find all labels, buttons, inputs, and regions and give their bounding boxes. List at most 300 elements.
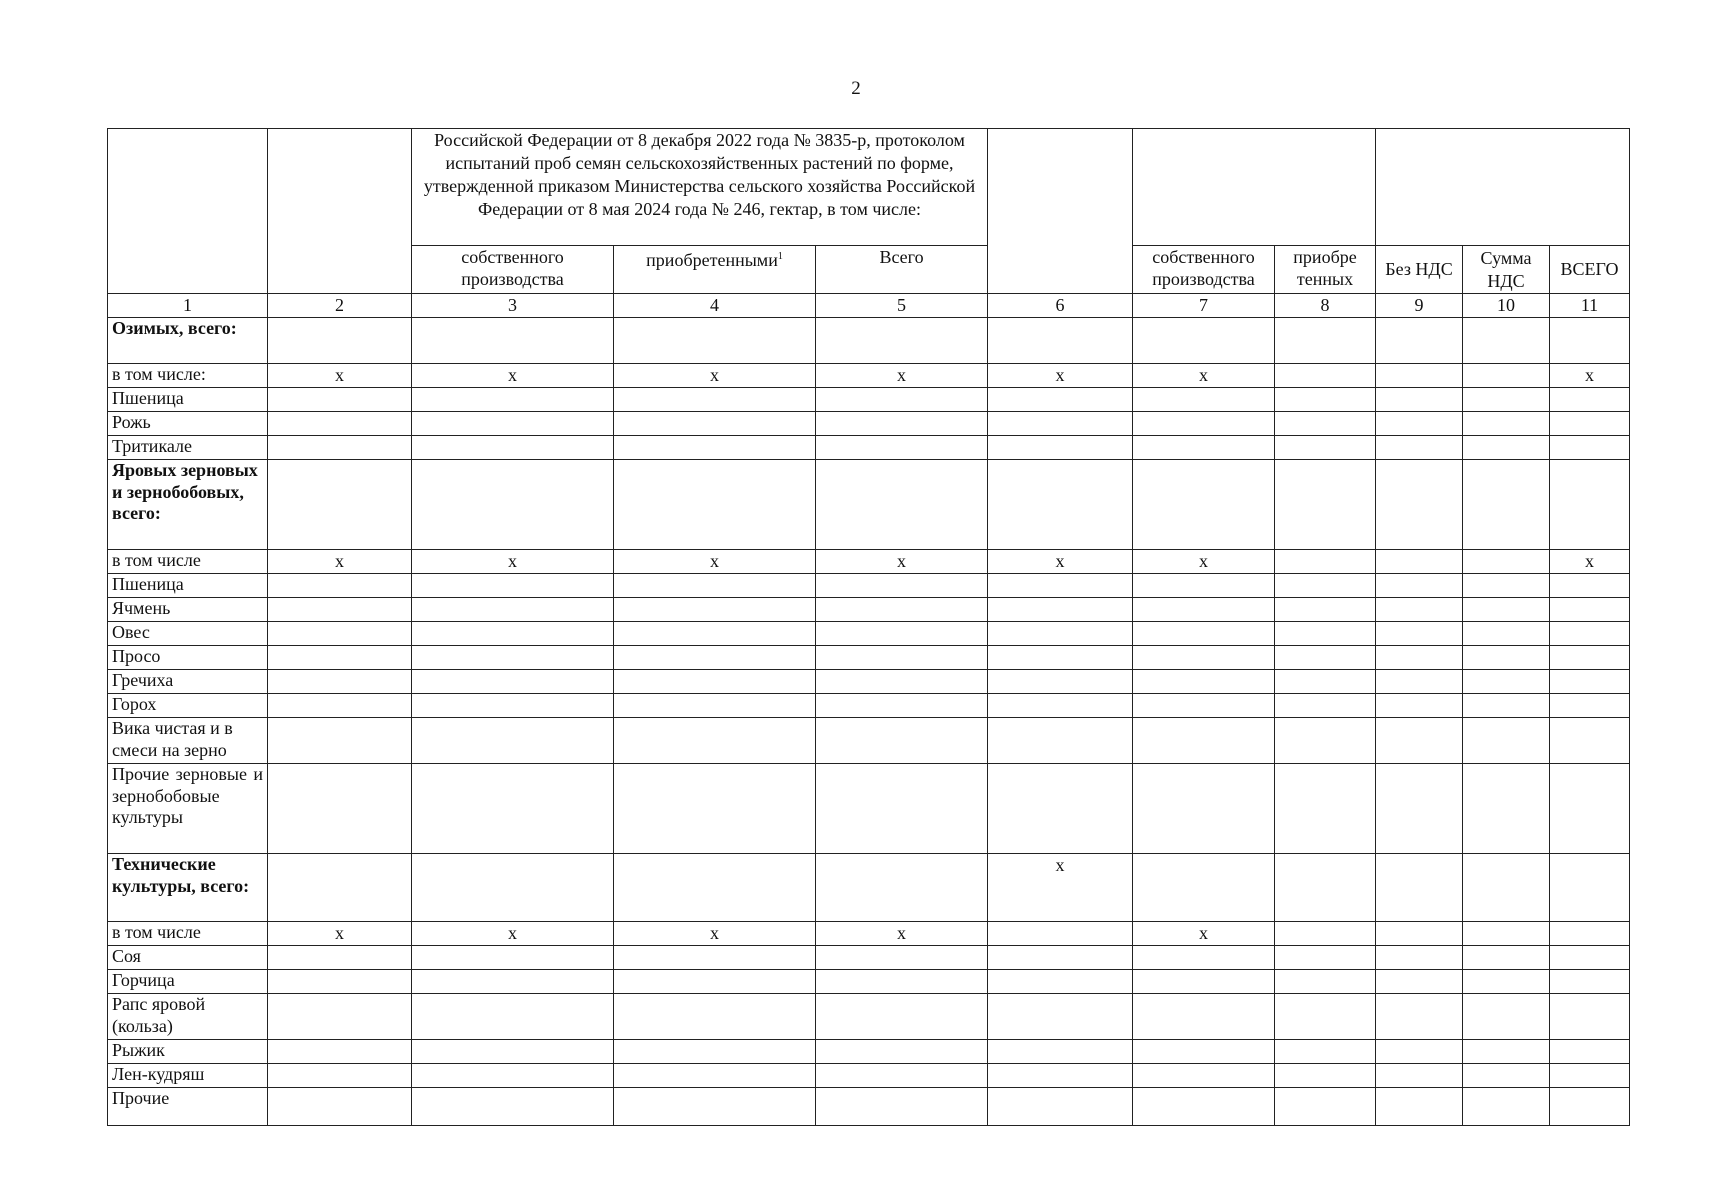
header-cell-9-11 xyxy=(1376,129,1630,246)
table-cell xyxy=(816,436,988,460)
table-cell xyxy=(614,646,816,670)
table-cell xyxy=(614,994,816,1040)
table-cell xyxy=(1275,598,1376,622)
table-cell xyxy=(988,922,1133,946)
table-cell xyxy=(1376,854,1463,922)
table-cell xyxy=(1133,622,1275,646)
row-label: Тритикале xyxy=(108,436,268,460)
table-row xyxy=(108,550,1630,574)
table-cell xyxy=(412,1040,614,1064)
header-cell-1 xyxy=(108,129,268,294)
table-cell xyxy=(1550,436,1630,460)
table-cell xyxy=(1463,598,1550,622)
table-cell xyxy=(1550,670,1630,694)
table-cell xyxy=(1275,436,1376,460)
table-cell xyxy=(1550,694,1630,718)
table-cell: x xyxy=(988,364,1133,388)
table-cell xyxy=(1275,946,1376,970)
table-cell xyxy=(1133,994,1275,1040)
table-cell xyxy=(614,854,816,922)
table-cell xyxy=(1133,598,1275,622)
table-cell xyxy=(988,1088,1133,1126)
table-cell xyxy=(816,1040,988,1064)
table-cell xyxy=(1463,854,1550,922)
table-cell xyxy=(816,670,988,694)
row-label: Соя xyxy=(108,946,268,970)
table-cell xyxy=(1463,574,1550,598)
table-cell xyxy=(816,412,988,436)
table-row xyxy=(108,364,1630,388)
table-cell xyxy=(988,412,1133,436)
table-cell xyxy=(988,388,1133,412)
row-label: Прочие зерновые и зернобобовые культуры xyxy=(108,764,268,854)
table-cell xyxy=(1275,388,1376,412)
header-purchased-2: приобре тенных xyxy=(1275,246,1376,294)
row-label: Гречиха xyxy=(108,670,268,694)
table-cell xyxy=(988,1064,1133,1088)
table-cell xyxy=(614,436,816,460)
table-cell: x xyxy=(1133,364,1275,388)
table-cell xyxy=(1275,718,1376,764)
row-label: Озимых, всего: xyxy=(108,318,268,364)
table-row xyxy=(108,970,1630,994)
table-cell xyxy=(268,318,412,364)
table-cell xyxy=(1376,550,1463,574)
table-cell xyxy=(1133,718,1275,764)
table-cell xyxy=(1463,1064,1550,1088)
table-cell xyxy=(412,318,614,364)
table-cell: x xyxy=(988,550,1133,574)
table-cell xyxy=(1550,318,1630,364)
table-cell xyxy=(1550,460,1630,550)
table-cell xyxy=(412,946,614,970)
table-cell xyxy=(614,970,816,994)
column-number: 1 xyxy=(108,294,268,318)
table-cell xyxy=(614,946,816,970)
row-label: Пшеница xyxy=(108,574,268,598)
table-cell xyxy=(1275,550,1376,574)
row-label: Рыжик xyxy=(108,1040,268,1064)
column-number: 9 xyxy=(1376,294,1463,318)
table-cell: x xyxy=(1550,550,1630,574)
header-own-production: собственного производства xyxy=(412,246,614,294)
table-cell xyxy=(1376,1040,1463,1064)
table-cell xyxy=(816,574,988,598)
page-number: 2 xyxy=(851,78,861,99)
table-cell xyxy=(614,460,816,550)
table-cell xyxy=(816,460,988,550)
table-cell: x xyxy=(268,550,412,574)
row-label: Рожь xyxy=(108,412,268,436)
table-cell xyxy=(988,718,1133,764)
table-cell xyxy=(1550,1088,1630,1126)
table-cell xyxy=(1463,412,1550,436)
table-cell xyxy=(268,622,412,646)
row-label: Технические культуры, всего: xyxy=(108,854,268,922)
row-label: Овес xyxy=(108,622,268,646)
table-cell xyxy=(412,412,614,436)
table-cell: x xyxy=(412,364,614,388)
table-cell xyxy=(988,994,1133,1040)
table-cell xyxy=(988,574,1133,598)
table-cell: x xyxy=(1133,550,1275,574)
table-row xyxy=(108,412,1630,436)
table-cell xyxy=(412,854,614,922)
row-label: Горчица xyxy=(108,970,268,994)
table-row xyxy=(108,718,1630,764)
column-number: 7 xyxy=(1133,294,1275,318)
row-label: Рапс яровой (кольза) xyxy=(108,994,268,1040)
table-cell xyxy=(1550,574,1630,598)
table-cell xyxy=(816,694,988,718)
table-cell xyxy=(1275,994,1376,1040)
table-cell xyxy=(816,318,988,364)
header-grand-total: ВСЕГО xyxy=(1550,246,1630,294)
table-cell xyxy=(1275,764,1376,854)
table-cell: x xyxy=(1133,922,1275,946)
table-cell xyxy=(412,994,614,1040)
table-cell xyxy=(988,970,1133,994)
table-cell xyxy=(1133,946,1275,970)
table-row xyxy=(108,318,1630,364)
table-cell xyxy=(1133,1088,1275,1126)
table-cell: x xyxy=(412,922,614,946)
table-cell xyxy=(1376,364,1463,388)
column-number: 11 xyxy=(1550,294,1630,318)
table-cell xyxy=(412,1088,614,1126)
table-cell xyxy=(614,574,816,598)
table-cell xyxy=(1463,970,1550,994)
row-label: в том числе xyxy=(108,550,268,574)
table-cell xyxy=(1275,1088,1376,1126)
table-cell xyxy=(412,622,614,646)
row-label: Просо xyxy=(108,646,268,670)
table-cell xyxy=(816,388,988,412)
table-cell xyxy=(412,436,614,460)
table-cell xyxy=(816,598,988,622)
table-cell xyxy=(1463,946,1550,970)
row-label: Ячмень xyxy=(108,598,268,622)
header-purchased xyxy=(614,246,816,294)
table-cell xyxy=(1275,460,1376,550)
table-cell xyxy=(1376,460,1463,550)
table-cell xyxy=(1550,388,1630,412)
table-row xyxy=(108,622,1630,646)
table-cell xyxy=(1376,694,1463,718)
data-table xyxy=(107,128,1630,1126)
table-cell xyxy=(268,388,412,412)
row-label: Вика чистая и в смеси на зерно xyxy=(108,718,268,764)
table-cell xyxy=(988,946,1133,970)
table-cell xyxy=(1133,1040,1275,1064)
row-label: в том числе: xyxy=(108,364,268,388)
table-cell xyxy=(1463,670,1550,694)
table-cell xyxy=(268,460,412,550)
table-cell xyxy=(1275,694,1376,718)
table-cell xyxy=(1376,598,1463,622)
table-cell xyxy=(1275,1064,1376,1088)
table-cell xyxy=(988,622,1133,646)
table-cell xyxy=(1463,764,1550,854)
table-cell xyxy=(412,970,614,994)
table-cell xyxy=(268,994,412,1040)
table-cell xyxy=(1133,388,1275,412)
table-cell xyxy=(988,764,1133,854)
table-cell xyxy=(1550,946,1630,970)
table-cell xyxy=(1463,718,1550,764)
table-cell xyxy=(1376,1088,1463,1126)
table-cell: x xyxy=(816,550,988,574)
table-cell xyxy=(1376,436,1463,460)
table-cell xyxy=(614,1088,816,1126)
table-cell xyxy=(1376,318,1463,364)
table-cell xyxy=(1133,1064,1275,1088)
table-cell xyxy=(816,946,988,970)
table-cell: x xyxy=(614,364,816,388)
column-number: 8 xyxy=(1275,294,1376,318)
table-row xyxy=(108,1088,1630,1126)
column-number: 10 xyxy=(1463,294,1550,318)
table-row xyxy=(108,460,1630,550)
table-cell xyxy=(816,854,988,922)
table-cell xyxy=(1550,1064,1630,1088)
table-cell xyxy=(1550,718,1630,764)
table-cell xyxy=(1133,854,1275,922)
table-cell xyxy=(1376,412,1463,436)
table-cell xyxy=(988,694,1133,718)
table-cell xyxy=(1376,388,1463,412)
table-cell xyxy=(614,412,816,436)
table-row xyxy=(108,946,1630,970)
table-cell xyxy=(1550,646,1630,670)
table-cell xyxy=(1550,622,1630,646)
table-cell xyxy=(1275,646,1376,670)
header-cell-6 xyxy=(988,129,1133,294)
table-cell xyxy=(816,764,988,854)
table-cell xyxy=(1463,622,1550,646)
table-cell xyxy=(1275,922,1376,946)
table-cell xyxy=(1463,694,1550,718)
table-cell xyxy=(1463,388,1550,412)
table-cell xyxy=(1463,1088,1550,1126)
table-cell: x xyxy=(268,364,412,388)
table-cell xyxy=(412,694,614,718)
table-row xyxy=(108,388,1630,412)
table-cell xyxy=(1133,318,1275,364)
column-number: 5 xyxy=(816,294,988,318)
header-own-production-2: собственного производства xyxy=(1133,246,1275,294)
table-cell xyxy=(412,574,614,598)
table-cell xyxy=(412,598,614,622)
table-cell: x xyxy=(1550,364,1630,388)
table-cell xyxy=(1376,718,1463,764)
table-cell xyxy=(1463,364,1550,388)
table-cell xyxy=(816,646,988,670)
table-cell xyxy=(1550,598,1630,622)
table-cell: x xyxy=(268,922,412,946)
header-cell-2 xyxy=(268,129,412,294)
table-cell xyxy=(268,670,412,694)
table-cell xyxy=(614,598,816,622)
table-cell xyxy=(268,764,412,854)
table-cell xyxy=(816,970,988,994)
table-cell xyxy=(1133,694,1275,718)
table-cell xyxy=(614,718,816,764)
table-cell xyxy=(268,718,412,764)
table-cell xyxy=(1550,970,1630,994)
table-cell xyxy=(412,718,614,764)
header-purchased-label: приобретенными xyxy=(646,250,778,270)
table-cell xyxy=(1550,764,1630,854)
table-cell xyxy=(614,694,816,718)
table-cell xyxy=(1463,646,1550,670)
table-cell xyxy=(1550,922,1630,946)
table-cell xyxy=(1376,574,1463,598)
table-cell: x xyxy=(988,854,1133,922)
table-cell xyxy=(412,460,614,550)
table-cell xyxy=(1133,574,1275,598)
table-cell: x xyxy=(614,550,816,574)
table-cell xyxy=(1376,646,1463,670)
table-cell xyxy=(988,436,1133,460)
table-cell xyxy=(1275,318,1376,364)
table-cell xyxy=(1275,854,1376,922)
table-cell xyxy=(1376,764,1463,854)
table-cell xyxy=(614,622,816,646)
table-cell xyxy=(1133,646,1275,670)
header-vat-amount: Сумма НДС xyxy=(1463,246,1550,294)
table-cell xyxy=(268,946,412,970)
table-cell xyxy=(412,646,614,670)
table-cell xyxy=(412,764,614,854)
table-cell xyxy=(1550,854,1630,922)
table-row xyxy=(108,598,1630,622)
row-label: Лен-кудряш xyxy=(108,1064,268,1088)
row-label: в том числе xyxy=(108,922,268,946)
table-cell xyxy=(1463,550,1550,574)
table-cell xyxy=(1463,994,1550,1040)
table-cell xyxy=(268,694,412,718)
table-cell xyxy=(614,670,816,694)
table-row xyxy=(108,694,1630,718)
table-row xyxy=(108,1064,1630,1088)
column-number: 6 xyxy=(988,294,1133,318)
table-cell xyxy=(1376,946,1463,970)
header-cell-7-8 xyxy=(1133,129,1376,246)
table-cell xyxy=(268,646,412,670)
table-cell xyxy=(614,1040,816,1064)
table-cell xyxy=(816,994,988,1040)
table-cell: x xyxy=(412,550,614,574)
table-cell xyxy=(614,318,816,364)
table-cell xyxy=(1376,970,1463,994)
header-description: Российской Федерации от 8 декабря 2022 года № 3835-р, протоколом испытаний проб семян сельскохозяйственных растений по форме, утвержденной приказом Министерства сельского хозяйства Российской Федерации от 8 мая 2024 года № 246, гектар, в том числе: xyxy=(412,129,988,246)
table-cell xyxy=(988,318,1133,364)
table-cell xyxy=(268,1088,412,1126)
table-cell xyxy=(988,646,1133,670)
table-cell xyxy=(1550,1040,1630,1064)
table-cell xyxy=(988,670,1133,694)
table-cell xyxy=(614,1064,816,1088)
table-cell xyxy=(988,598,1133,622)
table-cell xyxy=(1133,970,1275,994)
table-row xyxy=(108,436,1630,460)
table-cell xyxy=(1376,994,1463,1040)
table-row xyxy=(108,922,1630,946)
table-cell xyxy=(988,1040,1133,1064)
table-cell xyxy=(1463,460,1550,550)
table-cell xyxy=(1463,1040,1550,1064)
table-cell xyxy=(268,412,412,436)
row-label: Горох xyxy=(108,694,268,718)
table-cell xyxy=(816,1064,988,1088)
table-cell xyxy=(614,764,816,854)
table-cell xyxy=(1275,670,1376,694)
column-number: 2 xyxy=(268,294,412,318)
table-cell xyxy=(1376,622,1463,646)
table-cell xyxy=(1550,994,1630,1040)
table-cell xyxy=(816,622,988,646)
table-body xyxy=(108,129,1630,1126)
table-row xyxy=(108,764,1630,854)
table-cell xyxy=(1275,574,1376,598)
table-cell xyxy=(816,1088,988,1126)
header-row-top xyxy=(108,129,1630,246)
table-cell xyxy=(268,1064,412,1088)
table-cell xyxy=(1133,436,1275,460)
table-cell xyxy=(1133,412,1275,436)
table-cell xyxy=(1463,318,1550,364)
table-cell xyxy=(1275,1040,1376,1064)
table-cell xyxy=(1376,670,1463,694)
table-cell: x xyxy=(614,922,816,946)
column-number: 3 xyxy=(412,294,614,318)
table-cell xyxy=(412,388,614,412)
row-label: Пшеница xyxy=(108,388,268,412)
table-cell xyxy=(268,1040,412,1064)
table-cell xyxy=(412,1064,614,1088)
table-cell xyxy=(412,670,614,694)
table-cell xyxy=(268,854,412,922)
footnote-marker: 1 xyxy=(777,251,783,262)
table-cell xyxy=(988,460,1133,550)
column-number: 4 xyxy=(614,294,816,318)
table-row xyxy=(108,646,1630,670)
table-cell xyxy=(1376,922,1463,946)
table-cell xyxy=(1275,364,1376,388)
table-row xyxy=(108,670,1630,694)
header-total: Всего xyxy=(816,246,988,294)
table-row xyxy=(108,574,1630,598)
table-cell xyxy=(1133,670,1275,694)
table-cell xyxy=(1550,412,1630,436)
table-cell xyxy=(1463,436,1550,460)
table-cell xyxy=(268,970,412,994)
row-label: Прочие xyxy=(108,1088,268,1126)
table-cell xyxy=(816,718,988,764)
table-cell xyxy=(1463,922,1550,946)
table-cell xyxy=(268,598,412,622)
table-cell xyxy=(1133,764,1275,854)
table-row xyxy=(108,854,1630,922)
table-row xyxy=(108,994,1630,1040)
table-cell xyxy=(1275,622,1376,646)
table-cell xyxy=(268,574,412,598)
row-label: Яровых зерновых и зернобобовых, всего: xyxy=(108,460,268,550)
table-cell: x xyxy=(816,922,988,946)
table-cell xyxy=(1275,970,1376,994)
table-cell xyxy=(1376,1064,1463,1088)
